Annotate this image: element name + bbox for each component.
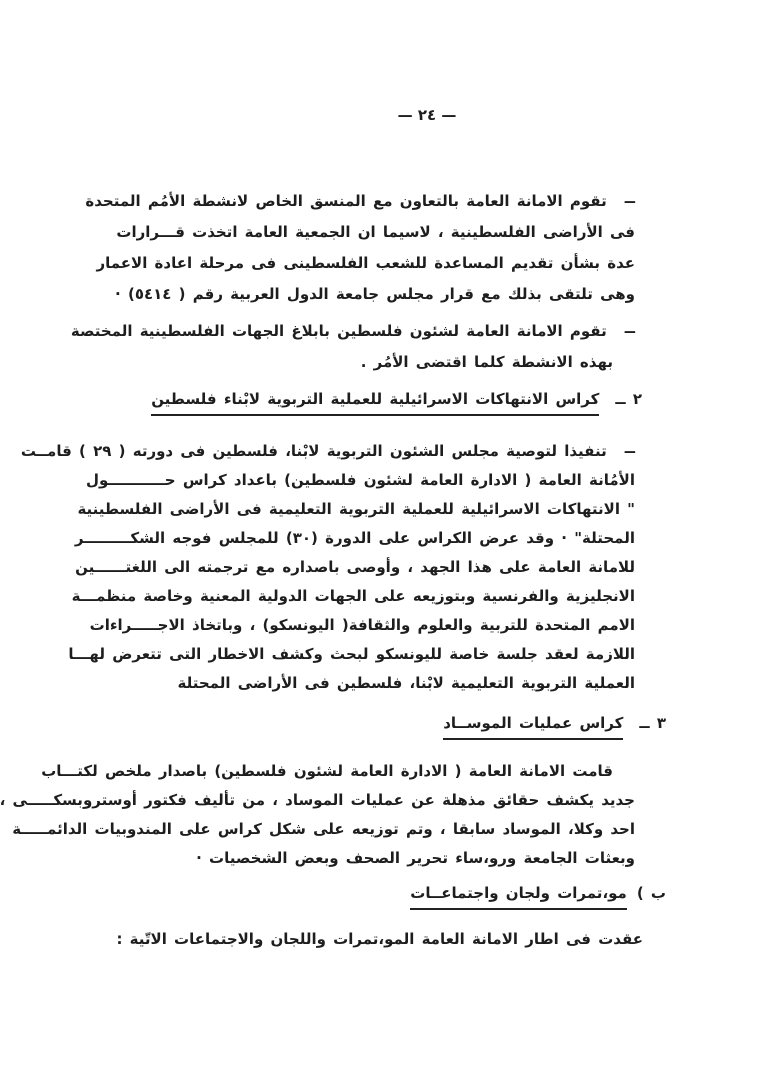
section-title: كراس عمليات الموســاد <box>443 714 623 740</box>
section-title: مو،تمرات ولجان واجتماعــات <box>410 884 627 910</box>
paragraph-line: اللازمة لعقد جلسة خاصة لليونسكو لبحث وكشف الاخطار التى تتعرض لهـــا <box>68 645 635 663</box>
bullet-paragraph-notification <box>70 316 635 378</box>
paragraph-mossad-details <box>0 757 635 873</box>
section-number: ٢ ــ <box>615 390 642 408</box>
page-number: — ٢٤ — <box>397 106 457 124</box>
paragraph-line: وهى تلتقى بذلك مع قرار مجلس جامعة الدول العربية رقم ( ٥٤١٤) · <box>115 285 635 303</box>
paragraph-line: الانجليزية والفرنسية وبتوزيعه على الجهات الدولية المعنية وخاصة منظمـــة <box>71 587 635 605</box>
paragraph-line <box>85 186 635 217</box>
dash-bullet-marker: ــ <box>624 439 635 457</box>
paragraph-line: جديد يكشف حقائق مذهلة عن عمليات الموساد ، من تأليف فكتور أوستروبسكـــــى ، <box>0 791 635 809</box>
dash-bullet-marker: ــ <box>624 319 635 337</box>
section-heading-mossad-booklet <box>443 714 666 740</box>
section-title: كراس الانتهاكات الاسرائيلية للعملية التربوية لابْناء فلسطين <box>151 390 599 416</box>
paragraph-line: احد وكلا، الموساد سابقا ، وتم توزيعه على شكل كراس على المندوبيات الدائمـــــة <box>12 820 635 838</box>
section-number: ٣ ــ <box>639 714 666 732</box>
paragraph-line: فى الأراضى الفلسطينية ، لاسيما ان الجمعية العامة اتخذت قـــرارات <box>116 223 635 241</box>
paragraph-line: المحتلة" · وقد عرض الكراس على الدورة (٣٠) للمجلس فوجه الشكـــــــــر <box>74 529 635 547</box>
paragraph-line: بهذه الانشطة كلما اقتضى الأمُر . <box>360 353 613 371</box>
paragraph-line: الامم المتحدة للتربية والعلوم والثقافة( اليونسكو) ، وباتخاذ الاجـــــراءات <box>89 616 635 634</box>
paragraph-line: العملية التربوية التعليمية لابْنا، فلسطين فى الأراضى المحتلة <box>177 674 635 692</box>
paragraph-line: " الانتهاكات الاسرائيلية للعملية التربوية التعليمية فى الأراضى الفلسطينية <box>77 500 635 518</box>
bullet-paragraph-violations-details <box>20 437 635 698</box>
bullet-paragraph-un-cooperation <box>85 186 635 310</box>
paragraph-line: قامت الامانة العامة ( الادارة العامة لشئون فلسطين) باصدار ملخص لكتـــاب <box>41 762 613 780</box>
paragraph-line: وبعثات الجامعة ورو،ساء تحرير الصحف وبعض الشخصيات · <box>196 849 635 867</box>
section-label: ب ) <box>636 884 666 902</box>
paragraph-line <box>20 437 635 466</box>
closing-intro-line: عقدت فى اطار الامانة العامة المو،تمرات واللجان والاجتماعات الاتّية : <box>116 930 643 948</box>
paragraph-line-text: تقوم الامانة العامة بالتعاون مع المنسق الخاص لانشطة الأمُم المتحدة <box>85 192 607 210</box>
paragraph-line-text: تنفيذا لتوصية مجلس الشئون التربوية لابْنا، فلسطين فى دورته ( ٢٩ ) قامــت <box>20 442 607 460</box>
paragraph-line: للامانة العامة على هذا الجهد ، وأوصى باصداره مع ترجمته الى اللغتــــــين <box>75 558 635 576</box>
paragraph-line: الأمُانة العامة ( الادارة العامة لشئون فلسطين) باعداد كراس حـــــــــــول <box>85 471 635 489</box>
dash-bullet-marker: ــ <box>624 189 635 207</box>
paragraph-line: عدة بشأن تقديم المساعدة للشعب الفلسطينى فى مرحلة اعادة الاعمار <box>96 254 635 272</box>
section-heading-violations-booklet <box>151 390 642 416</box>
paragraph-line <box>70 316 635 347</box>
paragraph-line-text: تقوم الامانة العامة لشئون فلسطين بابلاغ الجهات الفلسطينية المختصة <box>70 322 607 340</box>
section-heading-conferences <box>410 884 666 910</box>
